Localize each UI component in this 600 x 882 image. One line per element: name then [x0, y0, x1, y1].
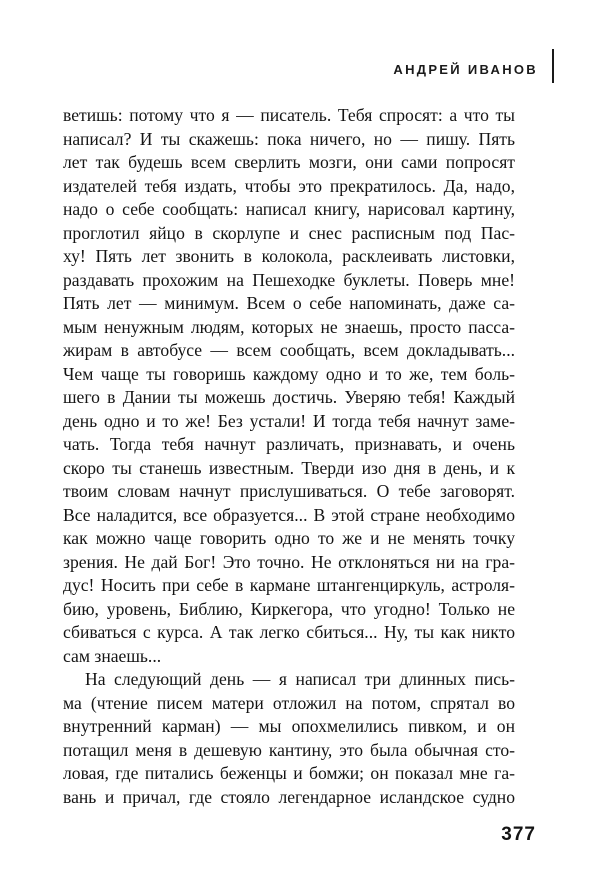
text-line: Чем чаще ты говоришь каждому одно и то же, тем боль-: [63, 363, 515, 384]
text-line: надо о себе сообщать: написал книгу, нарисовал картину,: [63, 199, 515, 219]
page-number: 377: [501, 824, 536, 845]
text-line: бию, уровень, Библию, Киркегора, что угодно! Только не: [63, 598, 515, 619]
text-line: ловая, где питались беженцы и бомжи; он показал мне га-: [63, 763, 515, 783]
text-line: день одно и то же! Без устали! И тогда тебя начнут заме-: [63, 410, 515, 431]
text-line: ма (чтение писем матери отложил на потом, спрятал во: [63, 692, 515, 713]
header-rule: [552, 49, 554, 83]
text-line: как можно чаще говорить одно то же и не менять точку: [63, 528, 515, 548]
body-text: [63, 104, 515, 809]
text-line: чать. Тогда тебя начнут различать, признавать, и очень: [63, 434, 515, 454]
text-line: зрения. Не дай Бог! Это точно. Не отклоняться ни на гра-: [63, 551, 515, 572]
text-line: На следующий день — я написал три длинных пись-: [85, 669, 515, 689]
text-line: издателей тебя издать, чтобы это прекратилось. Да, надо,: [63, 175, 515, 196]
text-line: жирам в автобусе — всем сообщать, всем докладывать...: [63, 340, 515, 360]
running-header: АНДРЕЙ ИВАНОВ: [393, 62, 538, 77]
text-line: вань и причал, где стояло легендарное исландское судно: [63, 786, 515, 807]
text-line: потащил меня в дешевую кантину, это была обычная сто-: [63, 739, 515, 760]
text-line: дус! Носить при себе в кармане штангенциркуль, астроля-: [63, 575, 515, 595]
text-line: написал? И ты скажешь: пока ничего, но — пишу. Пять: [63, 128, 515, 149]
text-line: шего в Дании ты можешь достичь. Уверяю тебя! Каждый: [63, 387, 515, 407]
text-line: проглотил яйцо в скорлупе и снес расписным под Пас-: [63, 222, 515, 243]
text-line: внутренний карман) — мы опохмелились пивком, и он: [63, 716, 515, 736]
text-line: Все наладится, все образуется... В этой стране необходимо: [63, 504, 515, 525]
text-line: скоро ты станешь известным. Тверди изо дня в день, и к: [63, 457, 515, 478]
text-line: раздавать прохожим на Пешеходке буклеты. Поверь мне!: [63, 269, 515, 290]
text-line: Пять лет — минимум. Всем о себе напоминать, даже са-: [63, 293, 515, 313]
text-line: сам знаешь...: [63, 645, 162, 666]
text-line: сбиваться с курса. А так легко сбиться... Ну, ты как никто: [63, 622, 515, 642]
text-line: мым ненужным людям, которых не знаешь, просто пасса-: [63, 316, 515, 337]
text-line: лет так будешь всем сверлить мозги, они сами попросят: [63, 152, 515, 172]
text-line: ветишь: потому что я — писатель. Тебя спросят: а что ты: [63, 105, 515, 125]
text-line: ху! Пять лет звонить в колокола, расклеивать листовки,: [63, 246, 515, 266]
text-line: твоим словам начнут прислушиваться. О тебе заговорят.: [63, 481, 515, 501]
